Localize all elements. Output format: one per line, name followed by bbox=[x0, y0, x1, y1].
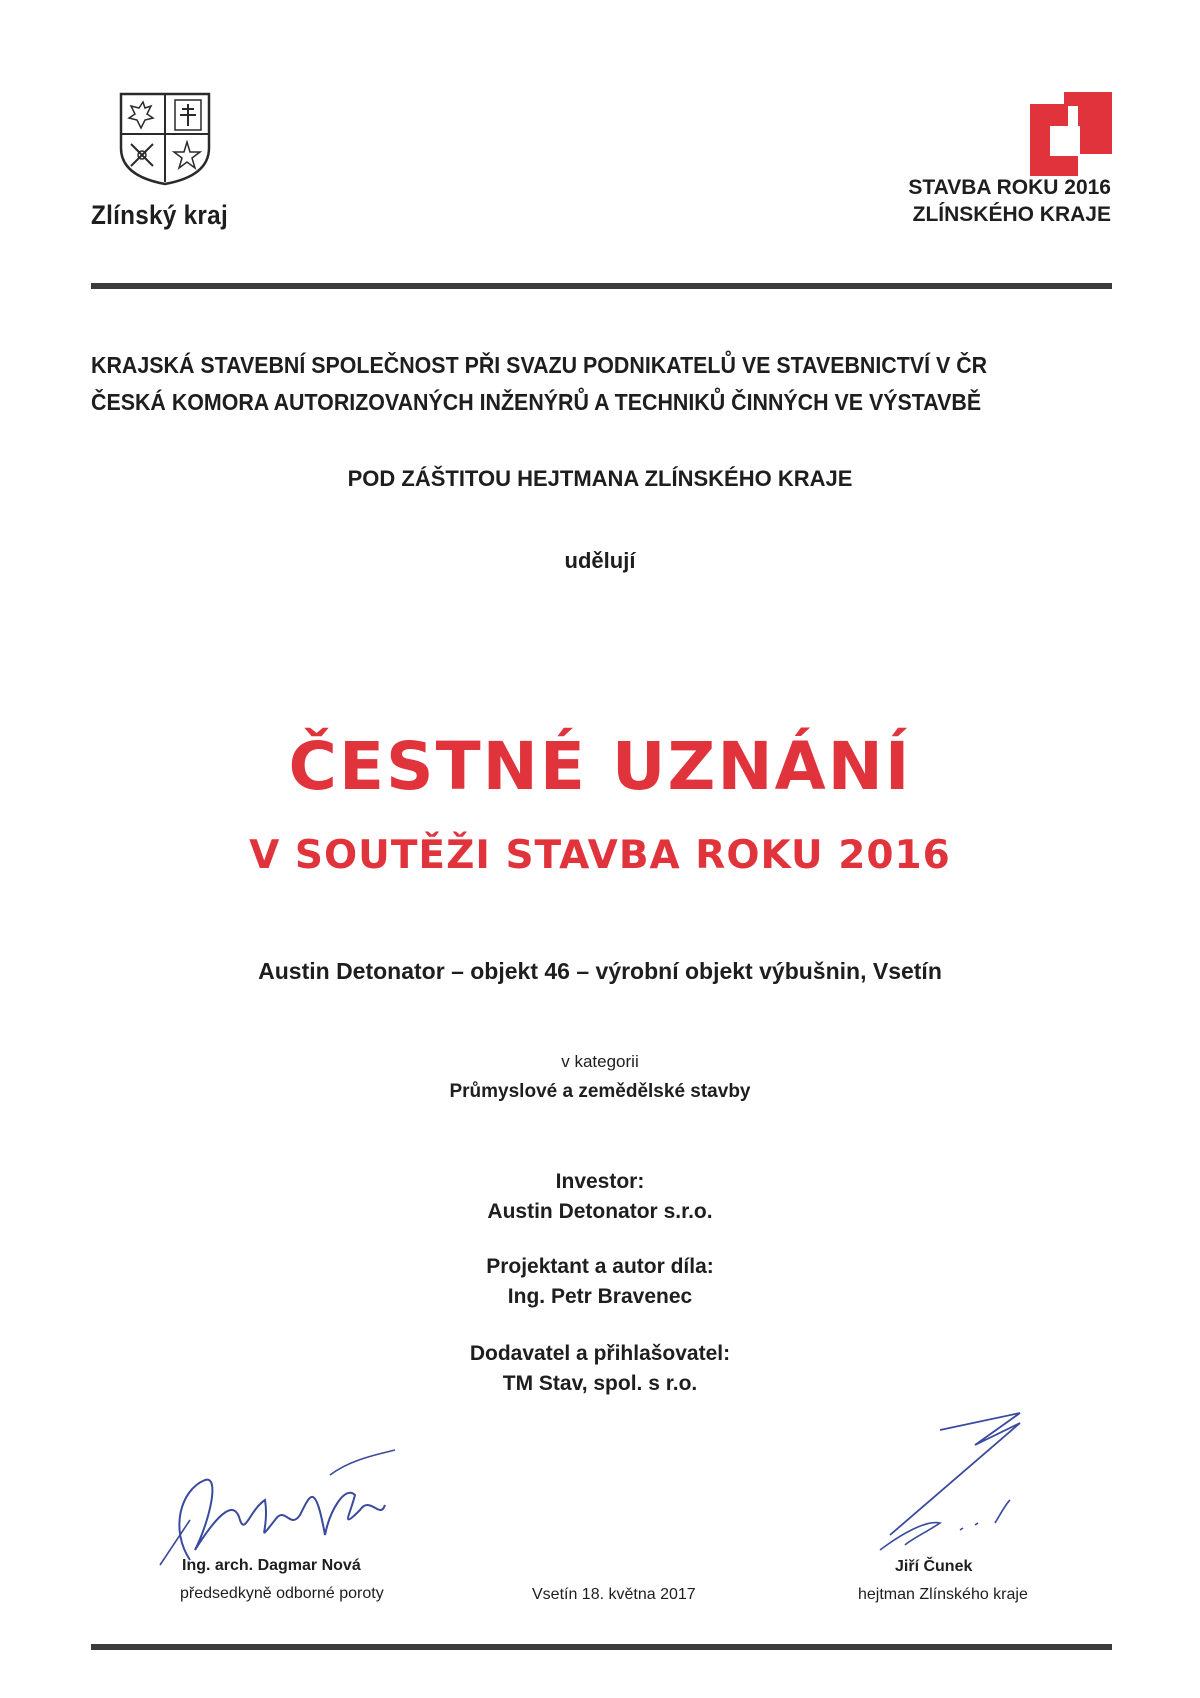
signatory-right-title: hejtman Zlínského kraje bbox=[858, 1586, 1028, 1603]
role-supplier bbox=[0, 1339, 1200, 1399]
patronage: POD ZÁŠTITOU HEJTMANA ZLÍNSKÉHO KRAJE bbox=[347, 466, 853, 491]
award-competition-name bbox=[811, 174, 1111, 228]
role-value: TM Stav, spol. s r.o. bbox=[502, 1372, 698, 1395]
bottom-divider bbox=[91, 1644, 1112, 1650]
issuer-line2: ČESKÁ KOMORA AUTORIZOVANÝCH INŽENÝRŮ A TECHNIKŮ ČINNÝCH VE VÝSTAVBĚ bbox=[91, 389, 982, 415]
award-name-line2: ZLÍNSKÉHO KRAJE bbox=[912, 203, 1111, 226]
role-label: Projektant a autor díla: bbox=[486, 1255, 714, 1278]
award-name-line1: STAVBA ROKU 2016 bbox=[908, 176, 1111, 199]
stavba-roku-logo-icon bbox=[1030, 92, 1112, 176]
role-value: Austin Detonator s.r.o. bbox=[487, 1200, 713, 1223]
signature-right bbox=[870, 1405, 1060, 1555]
issuer-line1: KRAJSKÁ STAVEBNÍ SPOLEČNOST PŘI SVAZU PODNIKATELŮ VE STAVEBNICTVÍ V ČR bbox=[91, 352, 988, 378]
place-date: Vsetín 18. května 2017 bbox=[532, 1586, 696, 1603]
top-divider bbox=[91, 283, 1112, 289]
role-designer bbox=[0, 1252, 1200, 1312]
role-label: Dodavatel a přihlašovatel: bbox=[469, 1342, 731, 1365]
role-investor bbox=[0, 1167, 1200, 1227]
role-value: Ing. Petr Bravenec bbox=[507, 1285, 693, 1308]
signatory-left-name: Ing. arch. Dagmar Nová bbox=[182, 1557, 361, 1574]
category-label: v kategorii bbox=[561, 1052, 639, 1071]
signatory-right-name: Jiří Čunek bbox=[895, 1558, 973, 1575]
award-subtitle: V SOUTĚŽI STAVBA ROKU 2016 bbox=[249, 833, 951, 878]
grant-verb: udělují bbox=[564, 548, 636, 573]
coat-of-arms-icon bbox=[117, 90, 213, 186]
award-title: ČESTNÉ UZNÁNÍ bbox=[288, 728, 912, 805]
region-name: Zlínský kraj bbox=[91, 200, 228, 230]
role-label: Investor: bbox=[555, 1170, 645, 1193]
project-name: Austin Detonator – objekt 46 – výrobní objekt výbušnin, Vsetín bbox=[258, 958, 942, 984]
signatory-left-title: předsedkyně odborné poroty bbox=[180, 1585, 384, 1602]
issuers bbox=[91, 347, 1121, 421]
category-value: Průmyslové a zemědělské stavby bbox=[449, 1081, 751, 1102]
